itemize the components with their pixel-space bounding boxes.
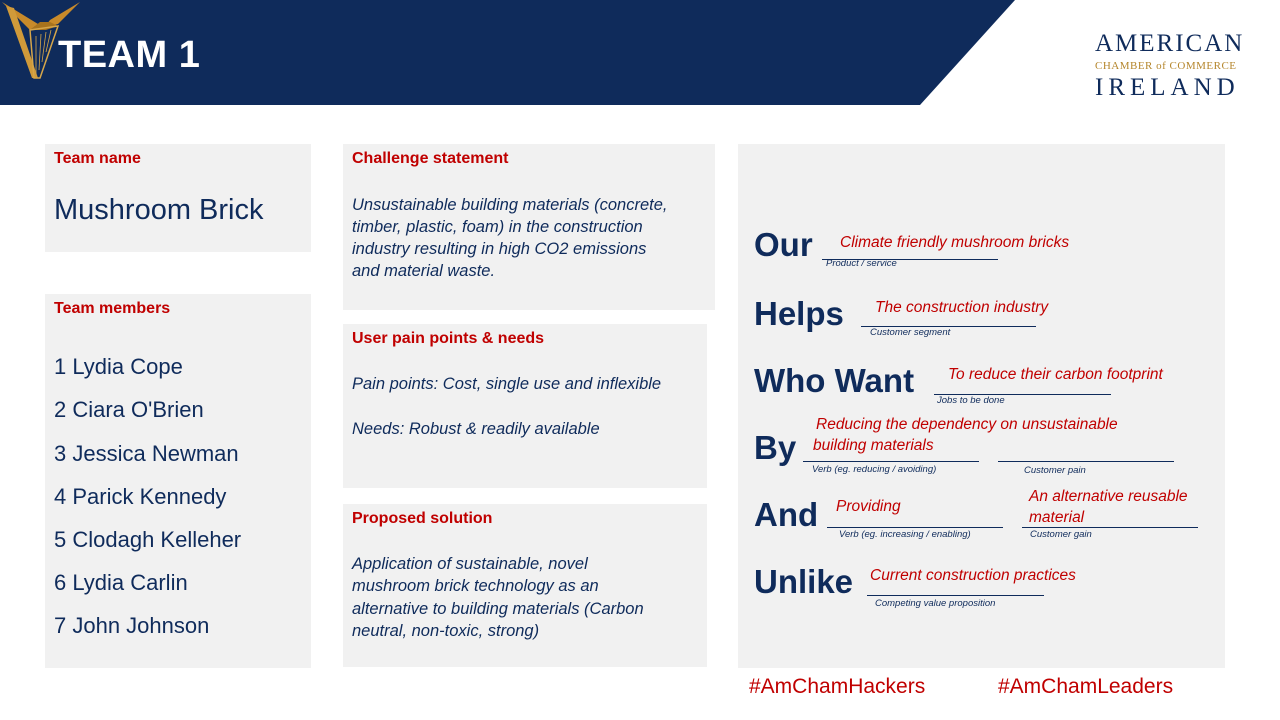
pain-points-card <box>343 324 707 488</box>
hashtag-hackers: #AmChamHackers <box>749 675 926 698</box>
pain-points-text: Pain points: Cost, single use and inflexible <box>352 375 662 393</box>
needs-text: Needs: Robust & readily available <box>352 420 600 438</box>
vp-unlike-caption: Competing value proposition <box>875 598 996 609</box>
challenge-statement-label: Challenge statement <box>352 150 509 167</box>
proposed-solution-label: Proposed solution <box>352 510 493 527</box>
header-banner <box>0 0 1280 105</box>
team-member-item: 1 Lydia Cope <box>54 354 183 379</box>
team-member-item: 5 Clodagh Kelleher <box>54 527 242 552</box>
vp-who-want-key: Who Want <box>754 362 915 399</box>
vp-and-verb-underline <box>827 527 1003 528</box>
page-title: TEAM 1 <box>58 34 201 76</box>
challenge-line: industry resulting in high CO2 emissions <box>352 240 647 258</box>
vp-and-verb-caption: Verb (eg. increasing / enabling) <box>839 529 971 540</box>
hashtag-leaders: #AmChamLeaders <box>998 675 1174 698</box>
vp-who-want-caption: Jobs to be done <box>937 395 1005 406</box>
team-member-item: 4 Parick Kennedy <box>54 484 227 509</box>
vp-our-value: Climate friendly mushroom bricks <box>840 234 1070 251</box>
challenge-statement-card <box>343 144 715 310</box>
vp-and-key: And <box>754 496 819 533</box>
logo-line-chamber: CHAMBER of COMMERCE <box>1095 60 1237 72</box>
team-name-card <box>45 144 311 252</box>
vp-unlike-key: Unlike <box>754 563 854 600</box>
vp-and-gain-caption: Customer gain <box>1030 529 1092 540</box>
proposed-solution-card <box>343 504 707 667</box>
team-member-item: 3 Jessica Newman <box>54 441 239 466</box>
vp-by-verb-caption: Verb (eg. reducing / avoiding) <box>812 464 937 475</box>
team-member-item: 2 Ciara O'Brien <box>54 397 204 422</box>
team-member-item: 7 John Johnson <box>54 613 210 638</box>
vp-our-caption: Product / service <box>826 258 897 269</box>
vp-by-pain-caption: Customer pain <box>1024 465 1086 476</box>
solution-line: alternative to building materials (Carbon <box>352 600 644 618</box>
vp-helps-caption: Customer segment <box>870 327 951 338</box>
vp-helps-key: Helps <box>754 295 844 332</box>
team-name-value: Mushroom Brick <box>54 194 264 226</box>
vp-by-verb-underline <box>803 461 979 462</box>
vp-by-key: By <box>754 429 797 466</box>
pain-points-label: User pain points & needs <box>352 330 545 347</box>
vp-who-want-value: To reduce their carbon footprint <box>948 366 1163 383</box>
team-members-card <box>45 294 311 668</box>
vp-unlike-value: Current construction practices <box>870 567 1076 584</box>
solution-line: mushroom brick technology as an <box>352 577 599 595</box>
logo-line-american: AMERICAN <box>1095 30 1245 57</box>
vp-and-verb: Providing <box>836 498 901 515</box>
vp-and-gain-line2: material <box>1029 509 1085 526</box>
logo-line-ireland: IRELAND <box>1095 74 1240 101</box>
solution-line: neutral, non-toxic, strong) <box>352 622 540 640</box>
vp-by-value-line1: Reducing the dependency on unsustainable <box>816 416 1118 433</box>
team-members-label: Team members <box>54 300 171 317</box>
vp-by-pain-underline <box>998 461 1174 462</box>
vp-our-key: Our <box>754 226 813 263</box>
challenge-line: and material waste. <box>352 262 496 280</box>
vp-and-gain-underline <box>1022 527 1198 528</box>
vp-and-gain-line1: An alternative reusable <box>1029 488 1188 505</box>
eagle-harp-icon <box>0 0 250 84</box>
vp-helps-value: The construction industry <box>875 299 1049 316</box>
vp-by-value-line2: building materials <box>813 437 934 454</box>
vp-unlike-underline <box>867 595 1044 596</box>
team-name-label: Team name <box>54 150 141 167</box>
solution-line: Application of sustainable, novel <box>352 555 588 573</box>
challenge-line: timber, plastic, foam) in the construction <box>352 218 643 236</box>
company-logo-text <box>1095 30 1255 102</box>
challenge-line: Unsustainable building materials (concrete, <box>352 196 668 214</box>
team-member-item: 6 Lydia Carlin <box>54 570 188 595</box>
